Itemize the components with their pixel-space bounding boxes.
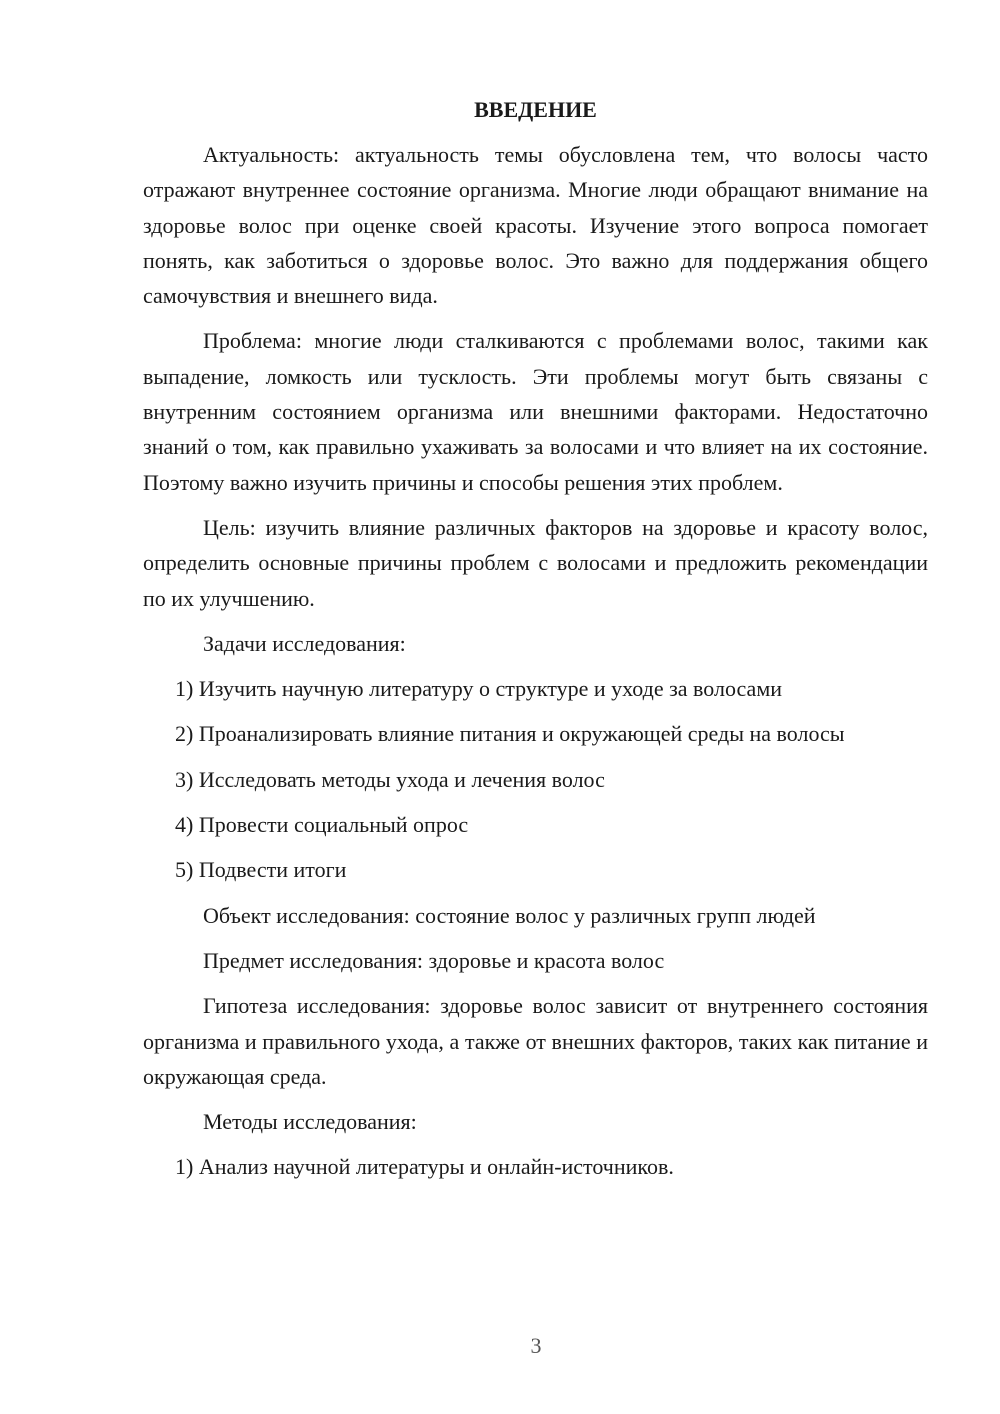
goal-paragraph: Цель: изучить влияние различных факторов на здоровье и красоту волос, определить основные причины проблем с волосами и предложить рекомендации по их улучшению.	[143, 514, 928, 611]
task-item: 1) Изучить научную литературу о структуре и уходе за волосами	[175, 676, 783, 702]
hypothesis-paragraph: Гипотеза исследования: здоровье волос зависит от внутреннего состояния организма и правильного ухода, а также от внешних факторов, таких как питание и окружающая среда.	[143, 993, 928, 1089]
section-title: ВВЕДЕНИЕ	[474, 97, 597, 122]
task-item: 2) Проанализировать влияние питания и окружающей среды на волосы	[175, 721, 845, 747]
method-item: 1) Анализ научной литературы и онлайн-источников.	[175, 1154, 674, 1180]
research-object: Объект исследования: состояние волос у различных групп людей	[203, 902, 816, 928]
methods-heading: Методы исследования:	[203, 1109, 417, 1135]
tasks-heading: Задачи исследования:	[203, 630, 406, 656]
page-number: 3	[530, 1333, 542, 1358]
relevance-paragraph: Актуальность: актуальность темы обусловлена тем, что волосы часто отражают внутреннее состояние организма. Многие люди обращают внимание на здоровье волос при оценке своей красоты. Изучение этого вопроса помогает понять, как заботиться о здоровье волос. Это важно для поддержания общего самочувствия и внешнего вида.	[143, 142, 928, 309]
research-subject: Предмет исследования: здоровье и красота волос	[203, 947, 665, 973]
task-item: 3) Исследовать методы ухода и лечения волос	[175, 766, 605, 792]
task-item: 5) Подвести итоги	[175, 857, 347, 883]
document-page	[143, 92, 928, 1195]
task-item: 4) Провести социальный опрос	[175, 812, 469, 838]
problem-paragraph: Проблема: многие люди сталкиваются с проблемами волос, такими как выпадение, ломкость или тусклость. Эти проблемы могут быть связаны с внутренним состоянием организма или внешними факторами. Недостаточно знаний о том, как правильно ухаживать за волосами и что влияет на их состояние. Поэтому важно изучить причины и способы решения этих проблем.	[143, 328, 928, 495]
